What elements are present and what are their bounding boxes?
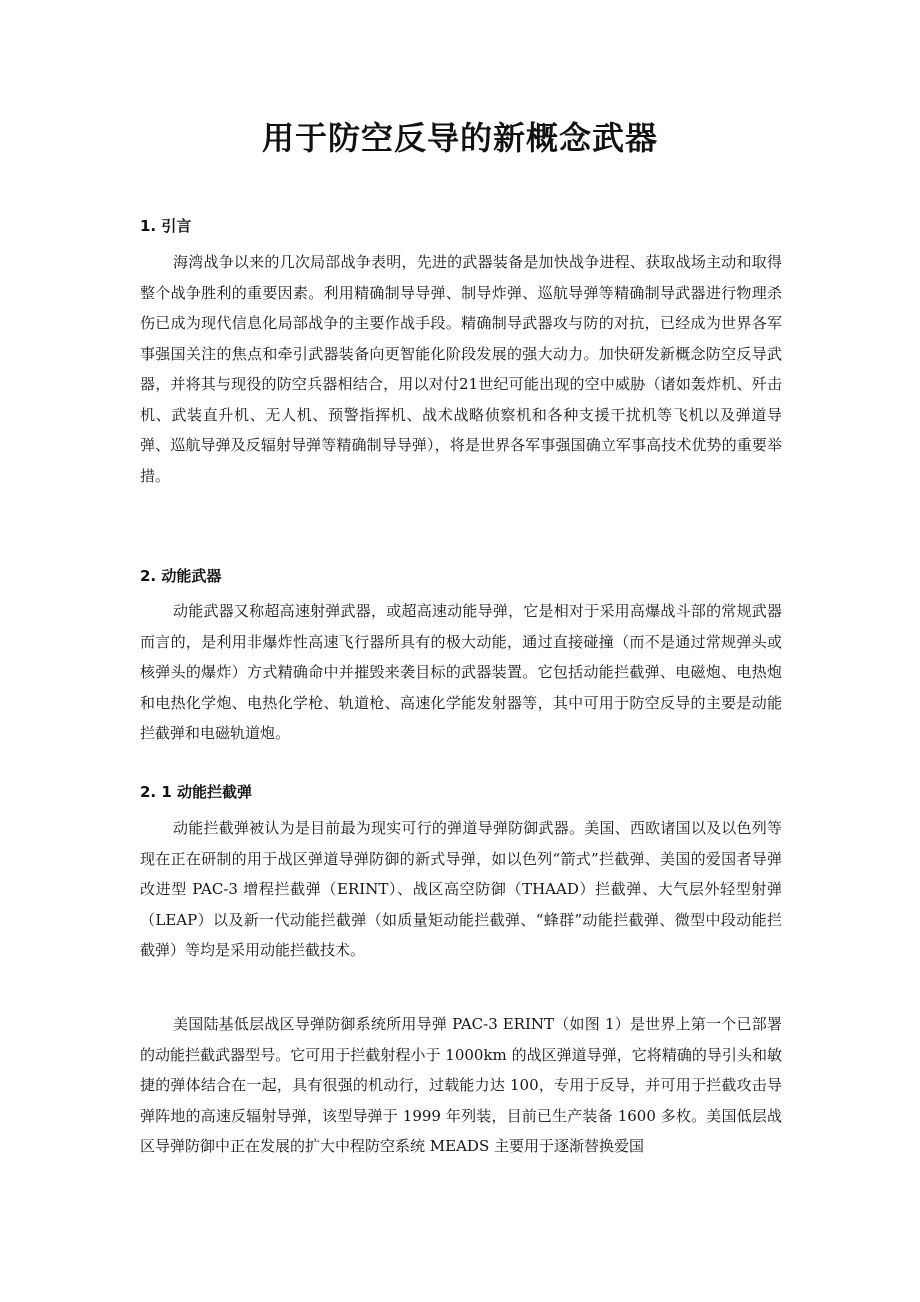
section-heading-kinetic-weapons: 2. 动能武器 [140, 567, 222, 585]
paragraph-kinetic-interceptor-2: 美国陆基低层战区导弹防御系统所用导弹 PAC-3 ERINT（如图 1）是世界上第一个已部署的动能拦截武器型号。它可用于拦截射程小于 1000km 的战区弹道导弹，它将精确的导引头和敏捷的弹体结合在一起，具有很强的机动行，过载能力达 100，专用于反导，并可用于拦截攻击导弹阵地的高速反辐射导弹，该型导弹于 1999 年列装，目前已生产装备 1600 多枚。美国低层战区导弹防御中正在发展的扩大中程防空系统 MEADS 主要用于逐渐替换爱国 [140, 1015, 782, 1155]
document-title: 用于防空反导的新概念武器 [261, 119, 658, 157]
section-heading-introduction: 1. 引言 [140, 217, 192, 235]
paragraph-kinetic-weapons: 动能武器又称超高速射弹武器，或超高速动能导弹，它是相对于采用高爆战斗部的常规武器而言的，是利用非爆炸性高速飞行器所具有的极大动能，通过直接碰撞（而不是通过常规弹头或核弹头的爆炸）方式精确命中并摧毁来袭目标的武器装置。它包括动能拦截弹、电磁炮、电热炮和电热化学炮、电热化学枪、轨道枪、高速化学能发射器等，其中可用于防空反导的主要是动能拦截弹和电磁轨道炮。 [140, 602, 782, 742]
paragraph-kinetic-interceptor-1: 动能拦截弹被认为是目前最为现实可行的弹道导弹防御武器。美国、西欧诸国以及以色列等现在正在研制的用于战区弹道导弹防御的新式导弹，如以色列“箭式”拦截弹、美国的爱国者导弹改进型 PAC-3 增程拦截弹（ERINT）、战区高空防御（THAAD）拦截弹、大气层外轻型射弹（LEAP）以及新一代动能拦截弹（如质量矩动能拦截弹、“蜂群”动能拦截弹、微型中段动能拦截弹）等均是采用动能拦截技术。 [140, 819, 782, 959]
paragraph-introduction: 海湾战争以来的几次局部战争表明，先进的武器装备是加快战争进程、获取战场主动和取得整个战争胜利的重要因素。利用精确制导导弹、制导炸弹、巡航导弹等精确制导武器进行物理杀伤已成为现代信息化局部战争的主要作战手段。精确制导武器攻与防的对抗，已经成为世界各军事强国关注的焦点和牵引武器装备向更智能化阶段发展的强大动力。加快研发新概念防空反导武器，并将其与现役的防空兵器相结合，用以对付21世纪可能出现的空中威胁（诸如轰炸机、歼击机、武装直升机、无人机、预警指挥机、战术战略侦察机和各种支援干扰机等飞机以及弹道导弹、巡航导弹及反辐射导弹等精确制导导弹），将是世界各军事强国确立军事高技术优势的重要举措。 [140, 253, 782, 485]
section-heading-kinetic-interceptor: 2. 1 动能拦截弹 [140, 783, 253, 801]
